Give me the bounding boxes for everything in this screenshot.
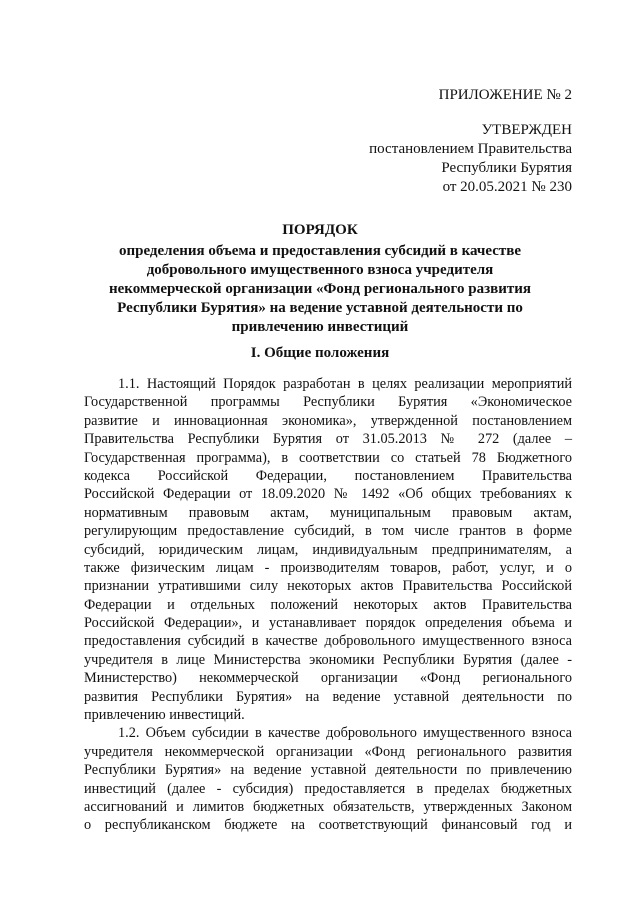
section-body [84,375,572,835]
approval-stamp-block [369,121,572,197]
paragraph-line: ассигнований и лимитов бюджетных обязательств, утвержденных Законом [84,798,572,815]
title-main: ПОРЯДОК [282,222,358,238]
title-line: Республики Бурятия» на ведение уставной деятельности по [117,300,523,316]
approval-line: УТВЕРЖДЕН [481,122,572,138]
paragraph-1-1 [84,375,572,724]
appendix-text: ПРИЛОЖЕНИЕ № 2 [438,87,572,103]
paragraph-line: Правительства Республики Бурятия от 31.05.2013 № 272 (далее – [84,431,572,448]
approval-line: Республики Бурятия [441,160,572,176]
title-line: привлечению инвестиций [231,319,409,335]
paragraph-line: привлечению инвестиций. [84,707,245,724]
paragraph-line: регулирующим предоставление субсидий, в том числе грантов в форме [84,523,572,540]
paragraph-line: Министерство) некоммерческой организации «Фонд регионального [84,670,572,687]
approval-line: постановлением Правительства [369,141,572,157]
paragraph-line: нормативным правовым актам, муниципальным правовым актам, [84,504,572,521]
paragraph-line: учредителя в лице Министерства экономики Республики Бурятия (далее - [84,651,572,668]
paragraph-line: развитие и инновационная экономика», утвержденной постановлением [84,412,572,429]
paragraph-line: развития Республики Бурятия» на ведение уставной деятельности по [84,688,572,705]
paragraph-line: 1.2. Объем субсидии в качестве добровольного имущественного взноса [118,725,572,742]
section-heading [70,344,570,363]
document-title [70,221,570,337]
paragraph-1-2 [84,724,572,834]
paragraph-line: Российской Федерации от 18.09.2020 № 1492 «Об общих требованиях к [84,486,572,503]
paragraph-line: Российской Федерации», и устанавливает порядок определения объема и [84,615,572,632]
section-heading-text: I. Общие положения [250,345,390,361]
title-line: некоммерческой организации «Фонд регионального развития [109,281,531,297]
paragraph-line: также физическим лицам - производителям товаров, работ, услуг, и о [84,559,572,576]
paragraph-line: о республиканском бюджете на соответствующий финансовый год и [84,817,572,834]
paragraph-line: инвестиций (далее - субсидия) предоставляется в пределах бюджетных [84,780,572,797]
paragraph-line: субсидий, юридическим лицам, индивидуальным предпринимателям, а [84,541,572,558]
approval-line: от 20.05.2021 № 230 [442,179,572,195]
paragraph-line: предоставления субсидий в качестве добровольного имущественного взноса [84,633,572,650]
paragraph-line: Государственная программа), в соответствии со статьей 78 Бюджетного [84,449,572,466]
appendix-label [439,86,572,105]
paragraph-line: Федерации и отдельных положений некоторых актов Правительства [84,596,572,613]
paragraph-line: кодекса Российской Федерации, постановлением Правительства [84,467,572,484]
paragraph-line: Государственной программы Республики Бурятия «Экономическое [84,394,572,411]
paragraph-line: признании утратившими силу некоторых актов Правительства Российской [84,578,572,595]
paragraph-line: Республики Бурятия» на ведение уставной деятельности по привлечению [84,762,572,779]
paragraph-line: учредителя некоммерческой организации «Фонд регионального развития [84,743,572,760]
paragraph-line: 1.1. Настоящий Порядок разработан в целях реализации мероприятий [118,376,572,392]
title-line: определения объема и предоставления субсидий в качестве [118,243,521,259]
title-line: добровольного имущественного взноса учредителя [146,262,494,278]
